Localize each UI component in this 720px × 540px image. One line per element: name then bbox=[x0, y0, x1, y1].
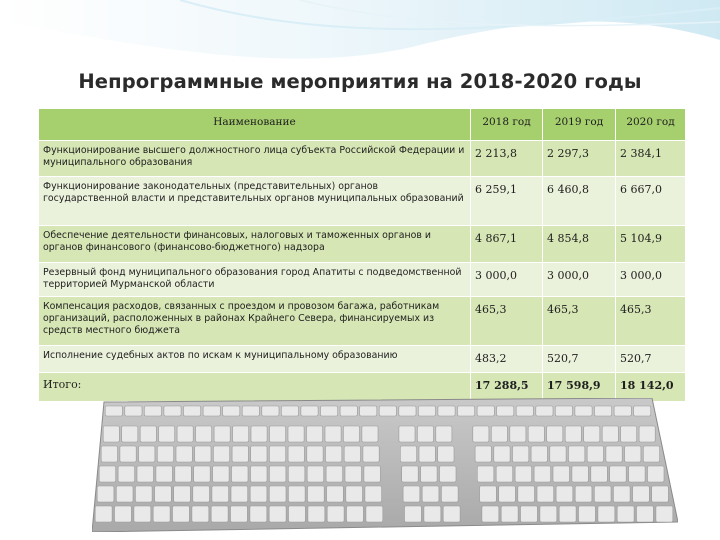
keyboard-key bbox=[308, 506, 325, 522]
keyboard-key bbox=[362, 426, 378, 442]
keyboard-key bbox=[184, 406, 201, 416]
row-name: Функционирование законодательных (представительных) органов государственной власти и представительных органов муниципальных образований bbox=[39, 177, 471, 226]
keyboard-key bbox=[587, 446, 603, 462]
expenses-table bbox=[38, 108, 685, 402]
row-value-2019: 3 000,0 bbox=[543, 263, 616, 297]
table-header-row bbox=[39, 109, 686, 141]
row-value-2020: 465,3 bbox=[616, 297, 686, 346]
header-2019: 2019 год bbox=[543, 109, 616, 141]
keyboard-key bbox=[417, 426, 433, 442]
keyboard-key bbox=[213, 466, 230, 482]
keyboard-key bbox=[288, 466, 305, 482]
keyboard-key bbox=[518, 486, 535, 502]
keyboard-key bbox=[491, 426, 507, 442]
keyboard-illustration bbox=[92, 398, 678, 532]
keyboard-key bbox=[325, 426, 341, 442]
keyboard-key bbox=[125, 406, 142, 416]
row-value-2018: 2 213,8 bbox=[471, 141, 543, 177]
keyboard-key bbox=[103, 426, 119, 442]
keyboard-key bbox=[516, 406, 533, 416]
keyboard-key bbox=[400, 446, 416, 462]
keyboard-key bbox=[288, 486, 305, 502]
keyboard-key bbox=[475, 446, 491, 462]
keyboard-key bbox=[364, 466, 381, 482]
keyboard-key bbox=[555, 406, 572, 416]
keyboard-key bbox=[513, 446, 529, 462]
keyboard-key bbox=[134, 506, 151, 522]
row-value-2018: 4 867,1 bbox=[471, 226, 543, 263]
keyboard-key bbox=[153, 506, 170, 522]
keyboard-key bbox=[595, 406, 612, 416]
keyboard-key bbox=[193, 486, 210, 502]
keyboard-key bbox=[242, 406, 259, 416]
keyboard-key bbox=[203, 406, 220, 416]
keyboard-key bbox=[250, 506, 267, 522]
keyboard-key bbox=[510, 426, 526, 442]
total-label: Итого: bbox=[39, 373, 471, 402]
table-row bbox=[39, 297, 686, 346]
keyboard-key bbox=[614, 406, 631, 416]
keyboard-key bbox=[289, 506, 306, 522]
keyboard-key bbox=[269, 446, 285, 462]
keyboard-key bbox=[399, 406, 416, 416]
table-row bbox=[39, 141, 686, 177]
keyboard-key bbox=[301, 406, 318, 416]
keyboard-key bbox=[97, 486, 114, 502]
keyboard-key bbox=[101, 446, 117, 462]
table-row bbox=[39, 346, 686, 373]
keyboard-key bbox=[602, 426, 618, 442]
keyboard-key bbox=[363, 446, 379, 462]
keyboard-key bbox=[214, 426, 230, 442]
total-value-2018: 17 288,5 bbox=[471, 373, 543, 402]
keyboard-key bbox=[633, 486, 650, 502]
keyboard-key bbox=[269, 466, 286, 482]
keyboard-key bbox=[262, 406, 279, 416]
keyboard-key bbox=[135, 486, 152, 502]
keyboard-key bbox=[223, 406, 240, 416]
row-value-2018: 465,3 bbox=[471, 297, 543, 346]
keyboard-key bbox=[403, 486, 420, 502]
keyboard-key bbox=[196, 426, 212, 442]
keyboard-key bbox=[617, 506, 634, 522]
keyboard-key bbox=[652, 486, 669, 502]
keyboard-key bbox=[473, 426, 489, 442]
total-value-2019: 17 598,9 bbox=[543, 373, 616, 402]
keyboard-key bbox=[497, 406, 514, 416]
keyboard-key bbox=[531, 446, 547, 462]
keyboard-key bbox=[177, 426, 193, 442]
row-value-2019: 4 854,8 bbox=[543, 226, 616, 263]
keyboard-key bbox=[192, 506, 209, 522]
keyboard-key bbox=[639, 426, 655, 442]
row-name: Обеспечение деятельности финансовых, налоговых и таможенных органов и органов финансового (финансово-бюджетного) надзора bbox=[39, 226, 471, 263]
row-value-2018: 3 000,0 bbox=[471, 263, 543, 297]
keyboard-key bbox=[140, 426, 156, 442]
keyboard-key bbox=[438, 446, 454, 462]
keyboard-key bbox=[95, 506, 112, 522]
keyboard-key bbox=[307, 446, 323, 462]
row-value-2020: 3 000,0 bbox=[616, 263, 686, 297]
keyboard-key bbox=[343, 426, 359, 442]
keyboard-key bbox=[575, 406, 592, 416]
keyboard-key bbox=[436, 426, 452, 442]
keyboard-key bbox=[308, 486, 325, 502]
keyboard-key bbox=[556, 486, 573, 502]
keyboard-key bbox=[327, 506, 344, 522]
keyboard-key bbox=[547, 426, 563, 442]
keyboard-key bbox=[405, 506, 422, 522]
keyboard-key bbox=[540, 506, 557, 522]
keyboard-key bbox=[251, 426, 267, 442]
keyboard-key bbox=[424, 506, 441, 522]
table-row bbox=[39, 177, 686, 226]
keyboard-key bbox=[610, 466, 627, 482]
keyboard-key bbox=[346, 486, 363, 502]
row-value-2020: 520,7 bbox=[616, 346, 686, 373]
keyboard-key bbox=[579, 506, 596, 522]
keyboard-key bbox=[480, 486, 497, 502]
keyboard-key bbox=[559, 506, 576, 522]
keyboard-key bbox=[365, 486, 382, 502]
keyboard-key bbox=[250, 486, 267, 502]
keyboard-key bbox=[340, 406, 357, 416]
keyboard-key bbox=[477, 466, 494, 482]
keyboard-key bbox=[156, 466, 173, 482]
keyboard-key bbox=[174, 486, 191, 502]
keyboard-key bbox=[438, 406, 455, 416]
keyboard-key bbox=[105, 406, 122, 416]
keyboard-key bbox=[164, 406, 181, 416]
row-value-2018: 483,2 bbox=[471, 346, 543, 373]
keyboard-key bbox=[344, 446, 360, 462]
keyboard-key bbox=[360, 406, 377, 416]
keyboard-key bbox=[634, 406, 651, 416]
keyboard-key bbox=[232, 446, 248, 462]
keyboard-key bbox=[211, 506, 228, 522]
keyboard-key bbox=[122, 426, 138, 442]
row-value-2020: 2 384,1 bbox=[616, 141, 686, 177]
keyboard-key bbox=[565, 426, 581, 442]
keyboard-key bbox=[572, 466, 589, 482]
keyboard-key bbox=[528, 426, 544, 442]
keyboard-key bbox=[327, 486, 344, 502]
keyboard-key bbox=[499, 486, 516, 502]
keyboard-key bbox=[458, 406, 475, 416]
row-value-2019: 520,7 bbox=[543, 346, 616, 373]
keyboard-key bbox=[233, 426, 249, 442]
keyboard-key bbox=[598, 506, 615, 522]
keyboard-key bbox=[288, 446, 304, 462]
row-name: Функционирование высшего должностного лица субъекта Российской Федерации и муниципального образования bbox=[39, 141, 471, 177]
keyboard-key bbox=[494, 446, 510, 462]
keyboard-key bbox=[269, 486, 286, 502]
keyboard-key bbox=[422, 486, 439, 502]
keyboard-key bbox=[534, 466, 551, 482]
keyboard-key bbox=[441, 486, 458, 502]
keyboard-key bbox=[613, 486, 630, 502]
keyboard-key bbox=[591, 466, 608, 482]
keyboard-key bbox=[155, 486, 172, 502]
row-value-2020: 6 667,0 bbox=[616, 177, 686, 226]
row-value-2018: 6 259,1 bbox=[471, 177, 543, 226]
keyboard-key bbox=[232, 466, 249, 482]
keyboard-key bbox=[270, 426, 286, 442]
row-value-2019: 2 297,3 bbox=[543, 141, 616, 177]
keyboard-key bbox=[575, 486, 592, 502]
keyboard-key bbox=[99, 466, 116, 482]
keyboard-key bbox=[550, 446, 566, 462]
keyboard-key bbox=[521, 506, 538, 522]
keyboard-key bbox=[120, 446, 136, 462]
row-name: Резервный фонд муниципального образования город Апатиты с подведомственной территорией Мурманской области bbox=[39, 263, 471, 297]
keyboard-key bbox=[139, 446, 155, 462]
keyboard-key bbox=[213, 446, 229, 462]
keyboard-key bbox=[231, 506, 248, 522]
header-2020: 2020 год bbox=[616, 109, 686, 141]
table-row bbox=[39, 226, 686, 263]
keyboard-key bbox=[116, 486, 133, 502]
keyboard-key bbox=[159, 426, 175, 442]
keyboard-key bbox=[115, 506, 132, 522]
keyboard-key bbox=[625, 446, 641, 462]
keyboard-key bbox=[629, 466, 646, 482]
keyboard-key bbox=[515, 466, 532, 482]
keyboard-key bbox=[536, 406, 553, 416]
page-title: Непрограммные мероприятия на 2018-2020 годы bbox=[78, 70, 642, 93]
keyboard-key bbox=[345, 466, 362, 482]
header-2018: 2018 год bbox=[471, 109, 543, 141]
keyboard-key bbox=[175, 466, 192, 482]
keyboard-key bbox=[379, 406, 396, 416]
keyboard-key bbox=[443, 506, 460, 522]
keyboard-key bbox=[251, 446, 267, 462]
keyboard-key bbox=[606, 446, 622, 462]
keyboard-key bbox=[418, 406, 435, 416]
keyboard-key bbox=[157, 446, 173, 462]
total-value-2020: 18 142,0 bbox=[616, 373, 686, 402]
keyboard-key bbox=[281, 406, 298, 416]
keyboard-key bbox=[251, 466, 268, 482]
keyboard-key bbox=[194, 466, 211, 482]
keyboard-key bbox=[212, 486, 229, 502]
keyboard-key bbox=[399, 426, 415, 442]
decorative-wave-header bbox=[0, 0, 720, 120]
keyboard-key bbox=[288, 426, 304, 442]
keyboard-key bbox=[656, 506, 673, 522]
keyboard-key bbox=[269, 506, 286, 522]
keyboard-key bbox=[537, 486, 554, 502]
keyboard-key bbox=[594, 486, 611, 502]
keyboard-key bbox=[421, 466, 438, 482]
row-value-2019: 6 460,8 bbox=[543, 177, 616, 226]
keyboard-key bbox=[118, 466, 135, 482]
keyboard-key bbox=[643, 446, 659, 462]
keyboard-key bbox=[584, 426, 600, 442]
keyboard-key bbox=[569, 446, 585, 462]
keyboard-key bbox=[307, 466, 324, 482]
keyboard-key bbox=[176, 446, 192, 462]
keyboard-key bbox=[496, 466, 513, 482]
keyboard-key bbox=[402, 466, 419, 482]
row-name: Исполнение судебных актов по искам к муниципальному образованию bbox=[39, 346, 471, 373]
table-row bbox=[39, 263, 686, 297]
keyboard-key bbox=[173, 506, 190, 522]
keyboard-key bbox=[477, 406, 494, 416]
keyboard-key bbox=[419, 446, 435, 462]
keyboard-key bbox=[553, 466, 570, 482]
keyboard-key bbox=[321, 406, 338, 416]
keyboard-key bbox=[195, 446, 211, 462]
keyboard-key bbox=[501, 506, 518, 522]
keyboard-key bbox=[637, 506, 654, 522]
keyboard-key bbox=[347, 506, 364, 522]
keyboard-key bbox=[231, 486, 248, 502]
keyboard-key bbox=[307, 426, 323, 442]
keyboard-key bbox=[326, 466, 343, 482]
row-value-2020: 5 104,9 bbox=[616, 226, 686, 263]
row-name: Компенсация расходов, связанных с проездом и провозом багажа, работникам организаций, расположенных в районах Крайнего Севера, финансируемых из средств местного бюджета bbox=[39, 297, 471, 346]
keyboard-key bbox=[621, 426, 637, 442]
header-name: Наименование bbox=[39, 109, 471, 141]
keyboard-key bbox=[648, 466, 665, 482]
keyboard-key bbox=[137, 466, 154, 482]
keyboard-key bbox=[326, 446, 342, 462]
keyboard-key bbox=[440, 466, 457, 482]
keyboard-key bbox=[366, 506, 383, 522]
keyboard-key bbox=[482, 506, 499, 522]
keyboard-key bbox=[144, 406, 161, 416]
row-value-2019: 465,3 bbox=[543, 297, 616, 346]
